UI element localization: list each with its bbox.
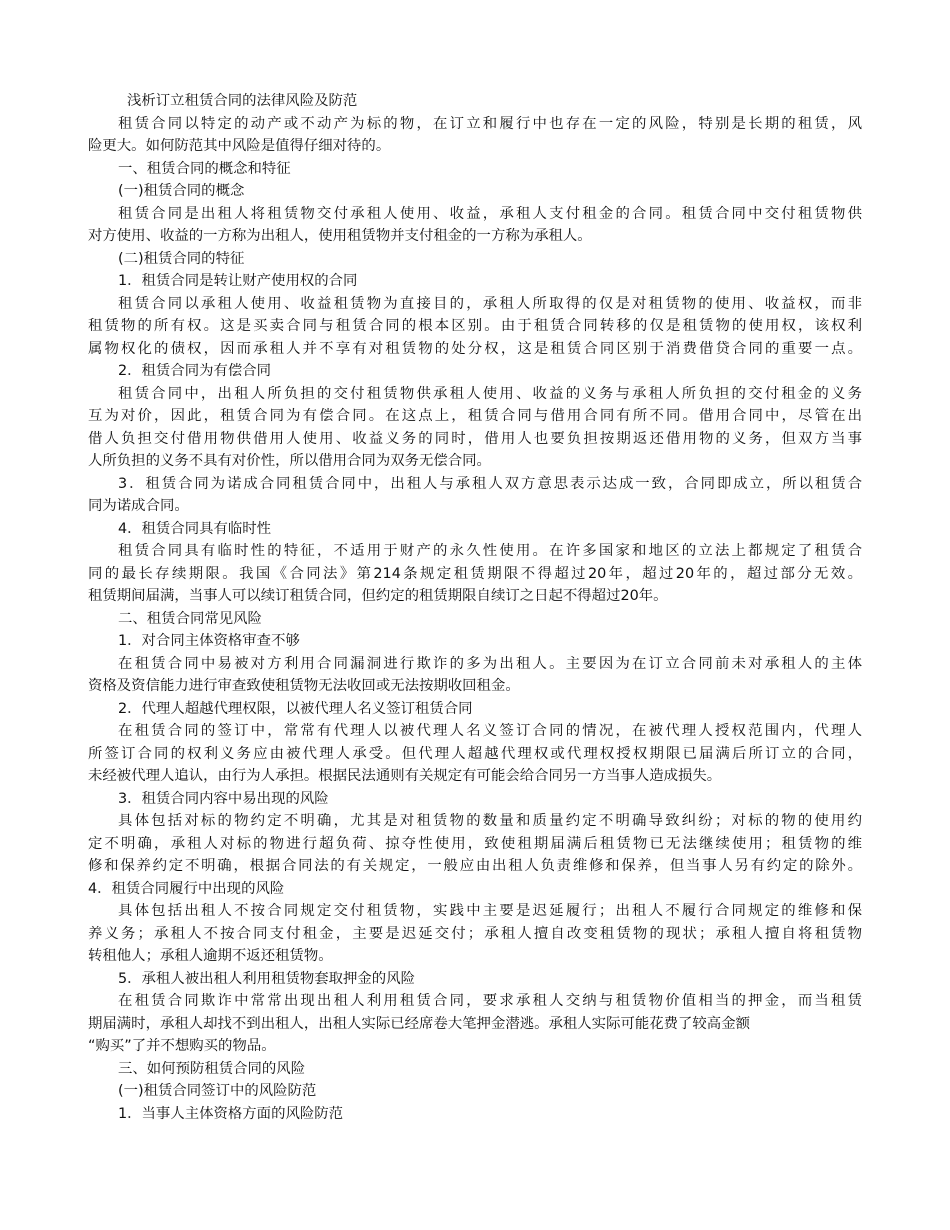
- document-line: 在租赁合同的签订中，常常有代理人以被代理人名义签订合同的情况，在被代理人授权范围内，代理人: [118, 723, 862, 739]
- document-line: 租赁合同中，出租人所负担的交付租赁物供承租人使用、收益的义务与承租人所负担的交付租金的义务: [118, 385, 862, 402]
- document-line: 险更大。如何防范其中风险是值得仔细对待的。: [88, 138, 391, 154]
- document-line: 具体包括对标的物约定不明确，尤其是对租赁物的数量和质量约定不明确导致纠纷；对标的物的使用约: [118, 813, 862, 829]
- document-line: 2．租赁合同为有偿合同: [118, 363, 272, 379]
- document-line: 同为诺成合同。: [88, 498, 189, 514]
- document-line: 4．租赁合同具有临时性: [118, 520, 272, 537]
- document-line: 转租他人；承租人逾期不返还租赁物。: [88, 948, 333, 964]
- document-line: 人所负担的义务不具有对价性，所以借用合同为双务无偿合同。: [88, 453, 491, 469]
- document-line: 三、如何预防租赁合同的风险: [118, 1060, 306, 1077]
- document-line: 修和保养约定不明确，根据合同法的有关规定，一般应由出租人负责维修和保养，但当事人另有约定的除外。: [88, 858, 862, 874]
- document-line: 租赁期间届满，当事人可以续订租赁合同，但约定的租赁期限自续订之日起不得超过20年。: [88, 588, 668, 604]
- document-line: (二)租赁合同的特征: [118, 250, 245, 267]
- document-line: 定不明确，承租人对标的物进行超负荷、掠夺性使用，致使租期届满后租赁物已无法继续使用；租赁物的维: [88, 835, 862, 852]
- document-line: 租赁合同是出租人将租赁物交付承租人使用、收益，承租人支付租金的合同。租赁合同中交付租赁物供: [118, 205, 862, 222]
- document-line: 1．对合同主体资格审查不够: [118, 633, 300, 649]
- document-line: 未经被代理人追认，由行为人承担。根据民法通则有关规定有可能会给合同另一方当事人造成损失。: [88, 768, 722, 784]
- document-line: 4．租赁合同履行中出现的风险: [88, 880, 285, 897]
- document-line: 5．承租人被出租人利用租赁物套取押金的风险: [118, 970, 415, 987]
- document-line: 具体包括出租人不按合同规定交付租赁物，实践中主要是迟延履行；出租人不履行合同规定的维修和保: [118, 903, 862, 919]
- document-line: 借人负担交付借用物供借用人使用、收益义务的同时，借用人也要负担按期返还借用物的义务，但双方当事: [88, 430, 862, 447]
- document-line: 所签订合同的权利义务应由被代理人承受。但代理人超越代理权或代理权授权期限已届满后所订立的合同，: [88, 745, 862, 762]
- document-line: 1．当事人主体资格方面的风险防范: [118, 1105, 344, 1122]
- document-line: 租赁物的所有权。这是买卖合同与租赁合同的根本区别。由于租赁合同转移的仅是租赁物的使用权，该权利: [88, 318, 862, 334]
- document-body: [88, 113, 862, 1126]
- document-line: (一)租赁合同签订中的风险防范: [118, 1083, 317, 1099]
- document-line: 资格及资信能力进行审查致使租赁物无法收回或无法按期收回租金。: [88, 678, 520, 694]
- document-line: 租赁合同具有临时性的特征，不适用于财产的永久性使用。在许多国家和地区的立法上都规定了租赁合: [118, 543, 862, 559]
- document-line: 在租赁合同欺诈中常常出现出租人利用租赁合同，要求承租人交纳与租赁物价值相当的押金，而当租赁: [118, 993, 862, 1009]
- document-line: 二、租赁合同常见风险: [118, 610, 262, 627]
- document-line: 期届满时，承租人却找不到出租人，出租人实际已经席卷大笔押金潜逃。承租人实际可能花费了较高金额: [88, 1015, 750, 1032]
- document-line: 同的最长存续期限。我国《合同法》第214条规定租赁期限不得超过20年，超过20年的，超过部分无效。: [88, 565, 862, 582]
- document-line: 对方使用、收益的一方称为出租人，使用租赁物并支付租金的一方称为承租人。: [88, 228, 592, 244]
- document-line: (一)租赁合同的概念: [118, 183, 245, 199]
- document-line: 租赁合同以承租人使用、收益租赁物为直接目的，承租人所取得的仅是对租赁物的使用、收益权，而非: [118, 295, 862, 312]
- document-title: 浅析订立租赁合同的法律风险及防范: [127, 93, 358, 109]
- document-line: 一、租赁合同的概念和特征: [118, 160, 291, 177]
- document-line: 3．租赁合同内容中易出现的风险: [118, 790, 329, 807]
- document-line: 1．租赁合同是转让财产使用权的合同: [118, 273, 358, 289]
- document-line: “购买”了并不想购买的物品。: [88, 1038, 276, 1054]
- document-line: 租赁合同以特定的动产或不动产为标的物，在订立和履行中也存在一定的风险，特别是长期的租赁，风: [118, 115, 862, 132]
- document-line: 互为对价，因此，租赁合同为有偿合同。在这点上，租赁合同与借用合同有所不同。借用合同中，尽管在出: [88, 408, 862, 424]
- document-line: 在租赁合同中易被对方利用合同漏洞进行欺诈的多为出租人。主要因为在订立合同前未对承租人的主体: [118, 655, 862, 672]
- document-line: 属物权化的债权，因而承租人并不享有对租赁物的处分权，这是租赁合同区别于消费借贷合同的重要一点。: [88, 340, 862, 357]
- document-line: 养义务；承租人不按合同支付租金，主要是迟延交付；承租人擅自改变租赁物的现状；承租人擅自将租赁物: [88, 925, 862, 942]
- document-line: 3．租赁合同为诺成合同租赁合同中，出租人与承租人双方意思表示达成一致，合同即成立，所以租赁合: [118, 475, 862, 492]
- document-page: [88, 90, 862, 1125]
- document-line: 2．代理人超越代理权限，以被代理人名义签订租赁合同: [118, 700, 473, 717]
